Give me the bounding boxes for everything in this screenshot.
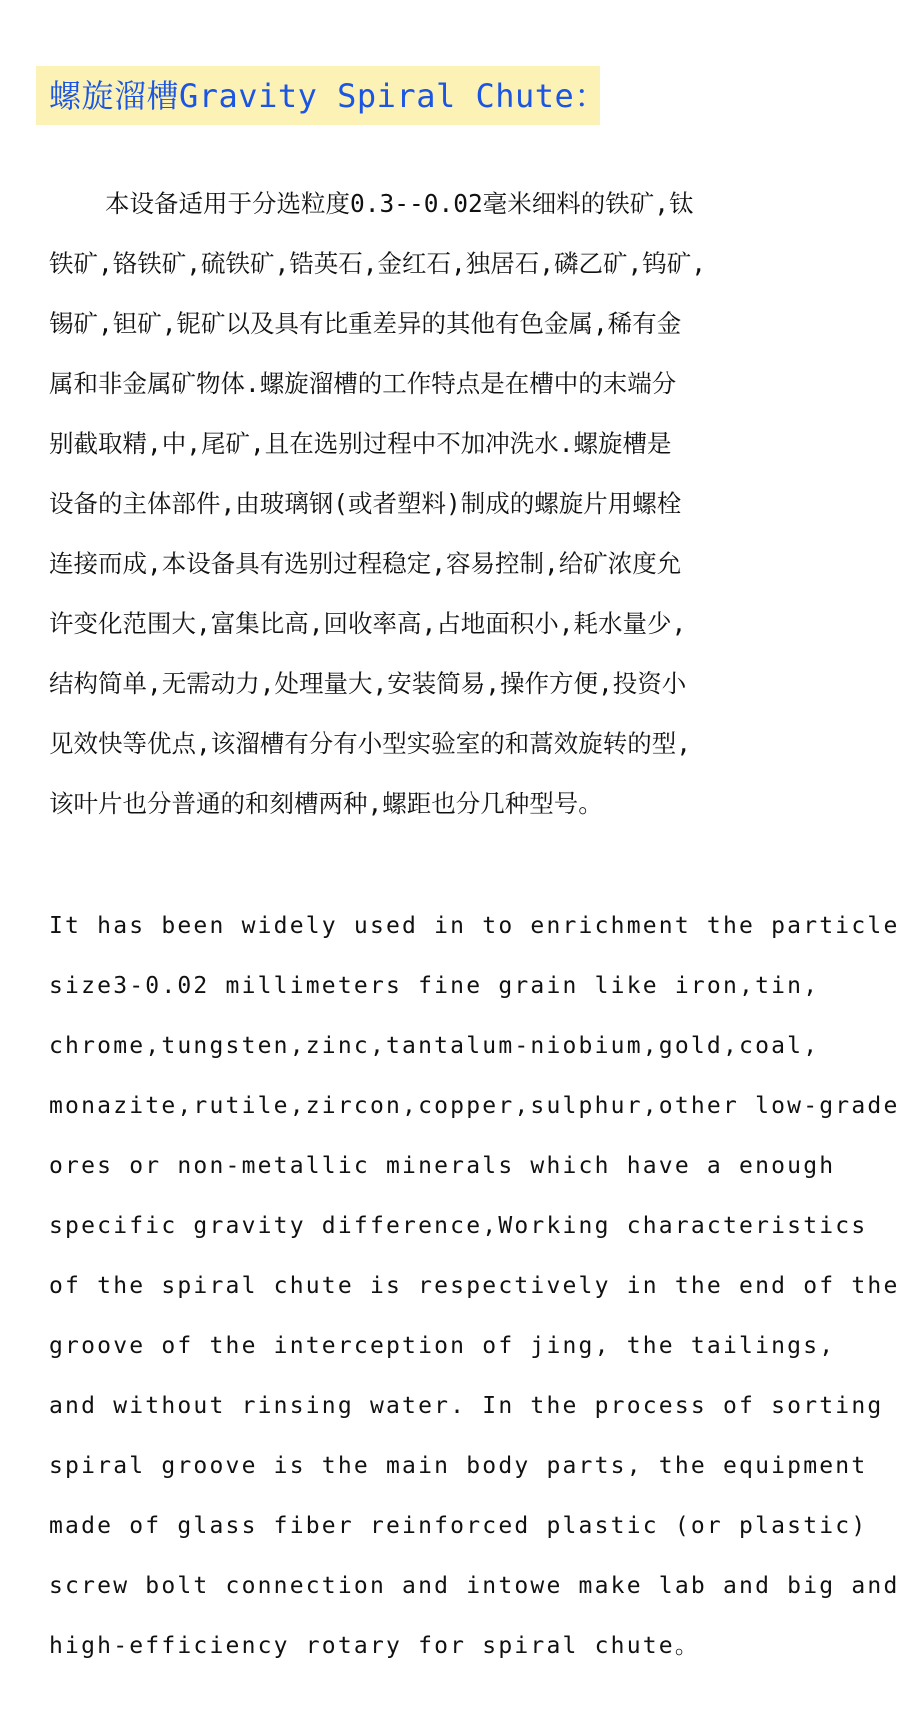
chinese-line: 设备的主体部件,由玻璃钢(或者塑料)制成的螺旋片用螺栓 bbox=[49, 489, 682, 518]
chinese-line: 见效快等优点,该溜槽有分有小型实验室的和蒿效旋转的型, bbox=[49, 729, 691, 758]
english-line: It has been widely used in to enrichment the particle bbox=[49, 913, 900, 939]
chinese-line: 连接而成,本设备具有选别过程稳定,容易控制,给矿浓度允 bbox=[49, 549, 682, 578]
english-line: chrome,tungsten,zinc,tantalum-niobium,gold,coal, bbox=[49, 1033, 820, 1059]
chinese-line: 许变化范围大,富集比高,回收率高,占地面积小,耗水量少, bbox=[49, 609, 687, 638]
english-line: spiral groove is the main body parts, the equipment bbox=[49, 1453, 868, 1479]
english-line: made of glass fiber reinforced plastic (or plastic) bbox=[49, 1513, 868, 1539]
english-line: ores or non-metallic minerals which have a enough bbox=[49, 1153, 836, 1179]
english-line: of the spiral chute is respectively in the end of the bbox=[49, 1273, 900, 1299]
chinese-line: 该叶片也分普通的和刻槽两种,螺距也分几种型号。 bbox=[49, 789, 603, 818]
chinese-line: 锡矿,钽矿,铌矿以及具有比重差异的其他有色金属,稀有金 bbox=[49, 309, 682, 338]
chinese-line: 铁矿,铬铁矿,硫铁矿,锆英石,金红石,独居石,磷乙矿,钨矿, bbox=[49, 249, 706, 278]
chinese-line: 属和非金属矿物体.螺旋溜槽的工作特点是在槽中的末端分 bbox=[49, 369, 677, 398]
page-title: 螺旋溜槽Gravity Spiral Chute： bbox=[49, 77, 607, 115]
english-line: and without rinsing water. In the process of sorting bbox=[49, 1393, 884, 1419]
english-line: high-efficiency rotary for spiral chute。 bbox=[49, 1633, 701, 1659]
chinese-line: 本设备适用于分选粒度0.3--0.02毫米细料的铁矿,钛 bbox=[105, 189, 694, 218]
chinese-line: 别截取精,中,尾矿,且在选别过程中不加冲洗水.螺旋槽是 bbox=[49, 429, 672, 458]
english-description bbox=[49, 908, 900, 1688]
chinese-description bbox=[49, 186, 789, 846]
english-line: size3-0.02 millimeters fine grain like iron,tin, bbox=[49, 973, 820, 999]
english-line: specific gravity difference,Working characteristics bbox=[49, 1213, 868, 1239]
chinese-line: 结构简单,无需动力,处理量大,安装简易,操作方便,投资小 bbox=[49, 669, 687, 698]
english-line: groove of the interception of jing, the tailings, bbox=[49, 1333, 836, 1359]
english-line: monazite,rutile,zircon,copper,sulphur,other low-grade bbox=[49, 1093, 900, 1119]
english-line: screw bolt connection and intowe make lab and big and bbox=[49, 1573, 900, 1599]
